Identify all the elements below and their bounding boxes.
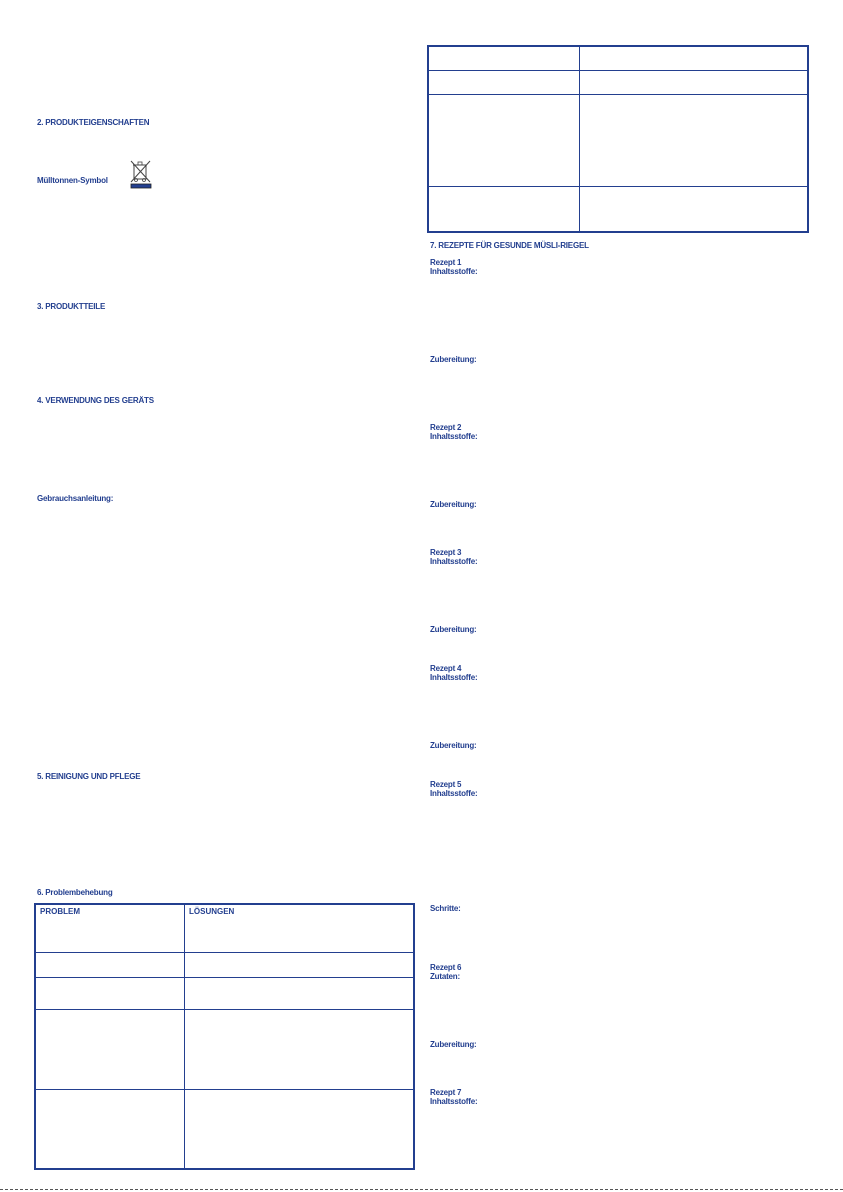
section-5-title: 5. REINIGUNG UND PFLEGE bbox=[37, 772, 141, 781]
top-right-table bbox=[427, 45, 809, 233]
ingredients-label: Zutaten: bbox=[430, 972, 460, 981]
header-cell-problem: PROBLEM bbox=[35, 904, 185, 952]
table-header-row bbox=[35, 904, 414, 952]
header-cell-solutions: LÖSUNGEN bbox=[185, 904, 415, 952]
ingredients-label: Inhaltsstoffe: bbox=[430, 789, 478, 798]
recipe-title: Rezept 3 bbox=[430, 548, 462, 557]
bin-symbol-label: Mülltonnen-Symbol bbox=[37, 176, 108, 185]
preparation-label: Zubereitung: bbox=[430, 355, 477, 364]
recipe-title: Rezept 4 bbox=[430, 664, 462, 673]
table-row bbox=[428, 186, 808, 232]
ingredients-label: Inhaltsstoffe: bbox=[430, 432, 478, 441]
usage-instructions-label: Gebrauchsanleitung: bbox=[37, 494, 114, 503]
section-7-title: 7. REZEPTE FÜR GESUNDE MÜSLI-RIEGEL bbox=[430, 241, 589, 250]
ingredients-label: Inhaltsstoffe: bbox=[430, 673, 478, 682]
troubleshooting-table bbox=[34, 903, 415, 1170]
recipe-title: Rezept 5 bbox=[430, 780, 462, 789]
recipe-title: Rezept 6 bbox=[430, 963, 462, 972]
table-row bbox=[428, 70, 808, 94]
ingredients-label: Inhaltsstoffe: bbox=[430, 1097, 478, 1106]
section-4-title: 4. VERWENDUNG DES GERÄTS bbox=[37, 396, 154, 405]
section-2-title: 2. PRODUKTEIGENSCHAFTEN bbox=[37, 118, 150, 127]
recipe-title: Rezept 2 bbox=[430, 423, 462, 432]
crossed-out-wheelie-bin-icon bbox=[128, 159, 154, 189]
table-row bbox=[35, 952, 414, 977]
preparation-label: Zubereitung: bbox=[430, 741, 477, 750]
preparation-label: Zubereitung: bbox=[430, 1040, 477, 1049]
section-6-title: 6. Problembehebung bbox=[37, 888, 113, 897]
recipe-title: Rezept 7 bbox=[430, 1088, 462, 1097]
table-row bbox=[428, 46, 808, 70]
steps-label: Schritte: bbox=[430, 904, 461, 913]
table-row bbox=[428, 94, 808, 186]
ingredients-label: Inhaltsstoffe: bbox=[430, 267, 478, 276]
recipe-title: Rezept 1 bbox=[430, 258, 462, 267]
table-row bbox=[35, 1009, 414, 1089]
ingredients-label: Inhaltsstoffe: bbox=[430, 557, 478, 566]
preparation-label: Zubereitung: bbox=[430, 625, 477, 634]
preparation-label: Zubereitung: bbox=[430, 500, 477, 509]
table-row bbox=[35, 977, 414, 1009]
section-3-title: 3. PRODUKTTEILE bbox=[37, 302, 106, 311]
page-bottom-rule bbox=[0, 1189, 843, 1190]
table-row bbox=[35, 1089, 414, 1169]
